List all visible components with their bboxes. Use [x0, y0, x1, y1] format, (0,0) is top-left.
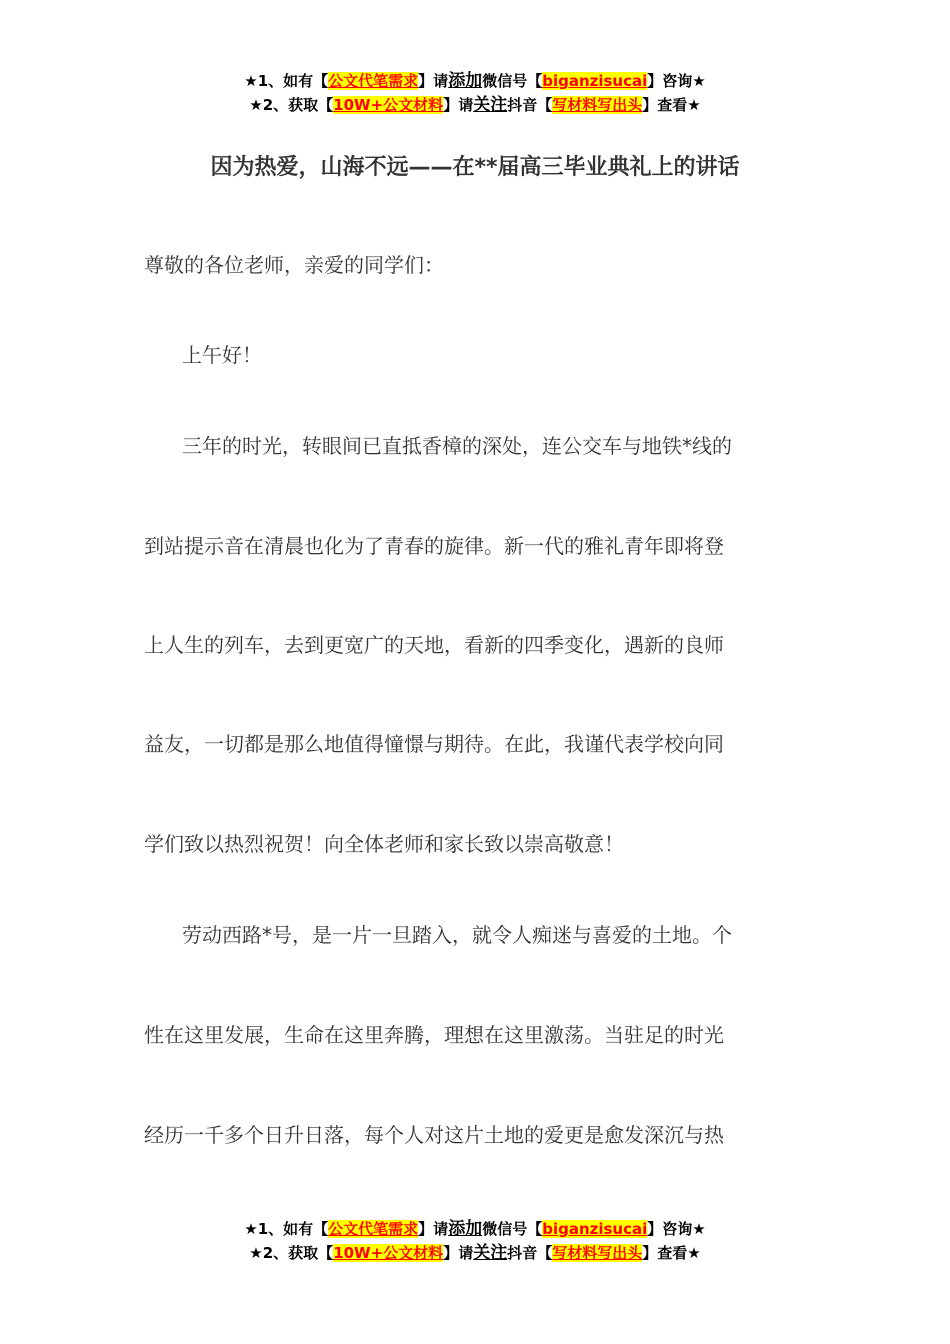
promo-text: ★1、如有【	[244, 72, 329, 90]
promo-text: 微信号【	[482, 1220, 543, 1238]
promo-line-1	[0, 69, 950, 93]
text-line: 学们致以热烈祝贺！向全体老师和家长致以崇高敬意！	[144, 832, 624, 856]
promo-douyin-name: 写材料写出头	[552, 1244, 643, 1262]
promo-text: 】请	[443, 1244, 474, 1262]
promo-text: ★2、获取【	[249, 96, 334, 114]
text-line: 劳动西路*号，是一片一旦踏入，就令人痴迷与喜爱的土地。个	[182, 923, 732, 947]
promo-text: 微信号【	[482, 72, 543, 90]
promo-highlight: 公文代笔需求	[328, 1220, 419, 1238]
promo-douyin-name: 写材料写出头	[552, 96, 643, 114]
promo-wechat-id: biganzisucai	[542, 1220, 648, 1238]
promo-highlight: 10W+公文材料	[333, 1244, 444, 1262]
promo-text: 】请	[443, 96, 474, 114]
promo-text: ★1、如有【	[244, 1220, 329, 1238]
promo-line-2	[0, 1241, 950, 1265]
promo-highlight: 10W+公文材料	[333, 96, 444, 114]
text-line: 上人生的列车，去到更宽广的天地，看新的四季变化，遇新的良师	[144, 633, 724, 657]
promo-text: 】咨询★	[647, 72, 706, 90]
text-line: 性在这里发展，生命在这里奔腾，理想在这里激荡。当驻足的时光	[144, 1023, 724, 1047]
promo-text: 抖音【	[507, 1244, 553, 1262]
promo-emphasis: 添加	[448, 71, 483, 91]
promo-text: 】请	[418, 72, 449, 90]
promo-emphasis: 关注	[473, 95, 508, 115]
text-line: 经历一千多个日升日落，每个人对这片土地的爱更是愈发深沉与热	[144, 1123, 724, 1147]
promo-line-2	[0, 93, 950, 117]
promo-banner-top	[0, 69, 950, 117]
promo-highlight: 公文代笔需求	[328, 72, 419, 90]
promo-text: 】请	[418, 1220, 449, 1238]
promo-line-1	[0, 1217, 950, 1241]
promo-emphasis: 添加	[448, 1219, 483, 1239]
promo-emphasis: 关注	[473, 1243, 508, 1263]
promo-text: 】查看★	[642, 1244, 701, 1262]
text-line: 益友，一切都是那么地值得憧憬与期待。在此，我谨代表学校向同	[144, 732, 724, 756]
greeting-line: 上午好！	[182, 343, 262, 367]
promo-text: ★2、获取【	[249, 1244, 334, 1262]
document-title: 因为热爱，山海不远——在**届高三毕业典礼上的讲话	[210, 155, 740, 180]
promo-banner-bottom	[0, 1217, 950, 1265]
text-line: 三年的时光，转眼间已直抵香樟的深处，连公交车与地铁*线的	[182, 434, 732, 458]
promo-wechat-id: biganzisucai	[542, 72, 648, 90]
promo-text: 】查看★	[642, 96, 701, 114]
promo-text: 抖音【	[507, 96, 553, 114]
salutation-line: 尊敬的各位老师，亲爱的同学们：	[144, 253, 444, 277]
text-line: 到站提示音在清晨也化为了青春的旋律。新一代的雅礼青年即将登	[144, 534, 724, 558]
promo-text: 】咨询★	[647, 1220, 706, 1238]
